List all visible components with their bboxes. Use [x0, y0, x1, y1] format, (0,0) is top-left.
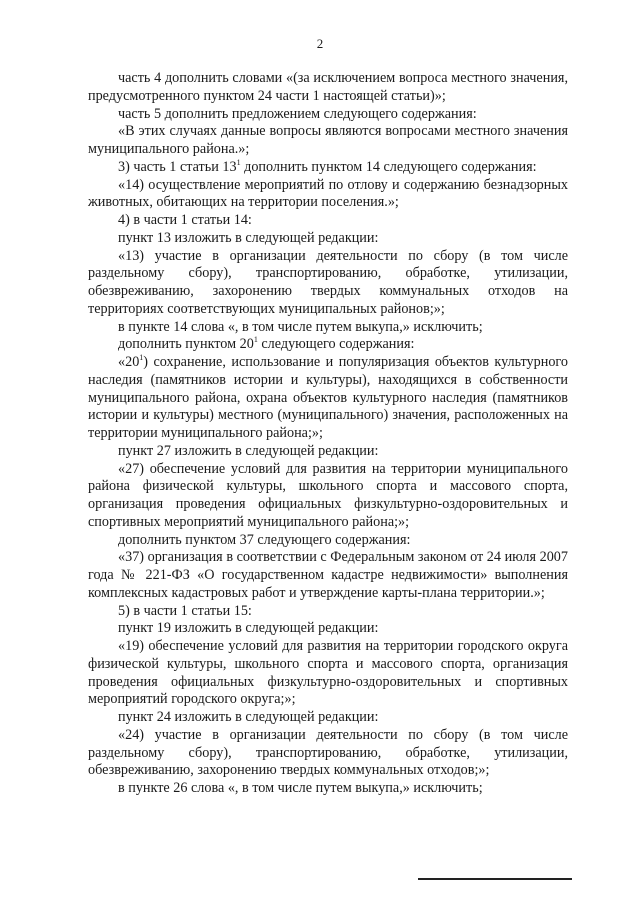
superscript: 1	[253, 335, 258, 345]
page-number: 2	[316, 36, 324, 51]
text-run: 4) в части 1 статьи 14:	[118, 212, 252, 228]
paragraph	[88, 230, 568, 248]
text-run: «20	[118, 354, 140, 370]
text-run: «19) обеспечение условий для развития на территории городского округа физической культуры, школьного спорта и массового спорта, организация проведения официальных физкультурно-оздоровительных и спортивных мероприятий городского округа;»;	[88, 638, 568, 708]
paragraph	[88, 620, 568, 638]
paragraph	[88, 123, 568, 159]
paragraph	[88, 780, 568, 798]
text-run: следующего содержания:	[257, 336, 415, 353]
text-run: «37) организация в соответствии с Федеральным законом от 24 июля 2007 года № 221-ФЗ «О государственном кадастре недвижимости» выполнения комплексных кадастровых работ и утверждение карты-плана территории.»;	[88, 549, 568, 601]
paragraph	[88, 159, 568, 177]
text-run: «В этих случаях данные вопросы являются вопросами местного значения муниципального района.»;	[88, 123, 568, 157]
text-run: «27) обеспечение условий для развития на территории муниципального района физической культуры, школьного спорта и массового спорта, организация проведения официальных физкультурно-оздоровительных и спортивных мероприятий муниципального района;»;	[88, 460, 568, 530]
text-run: пункт 19 изложить в следующей редакции:	[118, 620, 379, 637]
superscript: 1	[139, 353, 144, 362]
text-run: часть 4 дополнить словами «(за исключением вопроса местного значения, предусмотренного пунктом 24 части 1 настоящей статьи)»;	[88, 70, 568, 104]
text-run: дополнить пунктом 37 следующего содержания:	[118, 531, 411, 548]
paragraph	[88, 354, 568, 443]
paragraph	[88, 336, 568, 354]
paragraph	[88, 638, 568, 709]
paragraph	[88, 106, 568, 124]
paragraph	[88, 727, 568, 780]
paragraph	[88, 443, 568, 461]
text-run: 3) часть 1 статьи 13	[118, 158, 237, 175]
text-run: в пункте 14 слова «, в том числе путем выкупа,» исключить;	[118, 318, 483, 335]
text-run: пункт 24 изложить в следующей редакции:	[118, 709, 379, 725]
paragraph	[88, 248, 568, 319]
text-run: 5) в части 1 статьи 15:	[118, 602, 252, 619]
text-run: в пункте 26 слова «, в том числе путем выкупа,» исключить;	[118, 780, 483, 796]
paragraph	[88, 70, 568, 106]
text-run: «24) участие в организации деятельности по сбору (в том числе раздельному сбору), транспортированию, обработке, утилизации, обезвреживанию, захоронению твердых коммунальных отходов;»;	[88, 726, 568, 779]
paragraph	[88, 177, 568, 213]
paragraph	[88, 549, 568, 602]
bottom-rule	[418, 878, 572, 880]
paragraph	[88, 532, 568, 550]
text-run: часть 5 дополнить предложением следующего содержания:	[118, 105, 477, 122]
text-run: ) сохранение, использование и популяризация объектов культурного наследия (памятников истории и культуры), находящихся в собственности муниципального района, охрана объектов культурного наследия (памятников истории и культуры) местного (муниципального) значения, расположенных на территории муниципального района;»;	[88, 354, 568, 441]
text-run: пункт 13 изложить в следующей редакции:	[118, 229, 379, 246]
text-run: дополнить пунктом 14 следующего содержания:	[240, 158, 537, 175]
text-run: «14) осуществление мероприятий по отлову и содержанию безнадзорных животных, обитающих на территории поселения.»;	[88, 176, 568, 211]
paragraph	[88, 461, 568, 532]
paragraph	[88, 319, 568, 337]
body-text	[88, 70, 568, 798]
text-run: дополнить пунктом 20	[118, 336, 254, 353]
paragraph	[88, 709, 568, 727]
paragraph	[88, 212, 568, 230]
paragraph	[88, 603, 568, 621]
text-run: «13) участие в организации деятельности по сбору (в том числе раздельному сбору), транспортированию, обработке, утилизации, обезвреживанию, захоронению твердых коммунальных отходов на территориях соответствующих муниципальных районов;»;	[88, 247, 568, 317]
superscript: 1	[236, 157, 241, 167]
text-run: пункт 27 изложить в следующей редакции:	[118, 442, 379, 459]
